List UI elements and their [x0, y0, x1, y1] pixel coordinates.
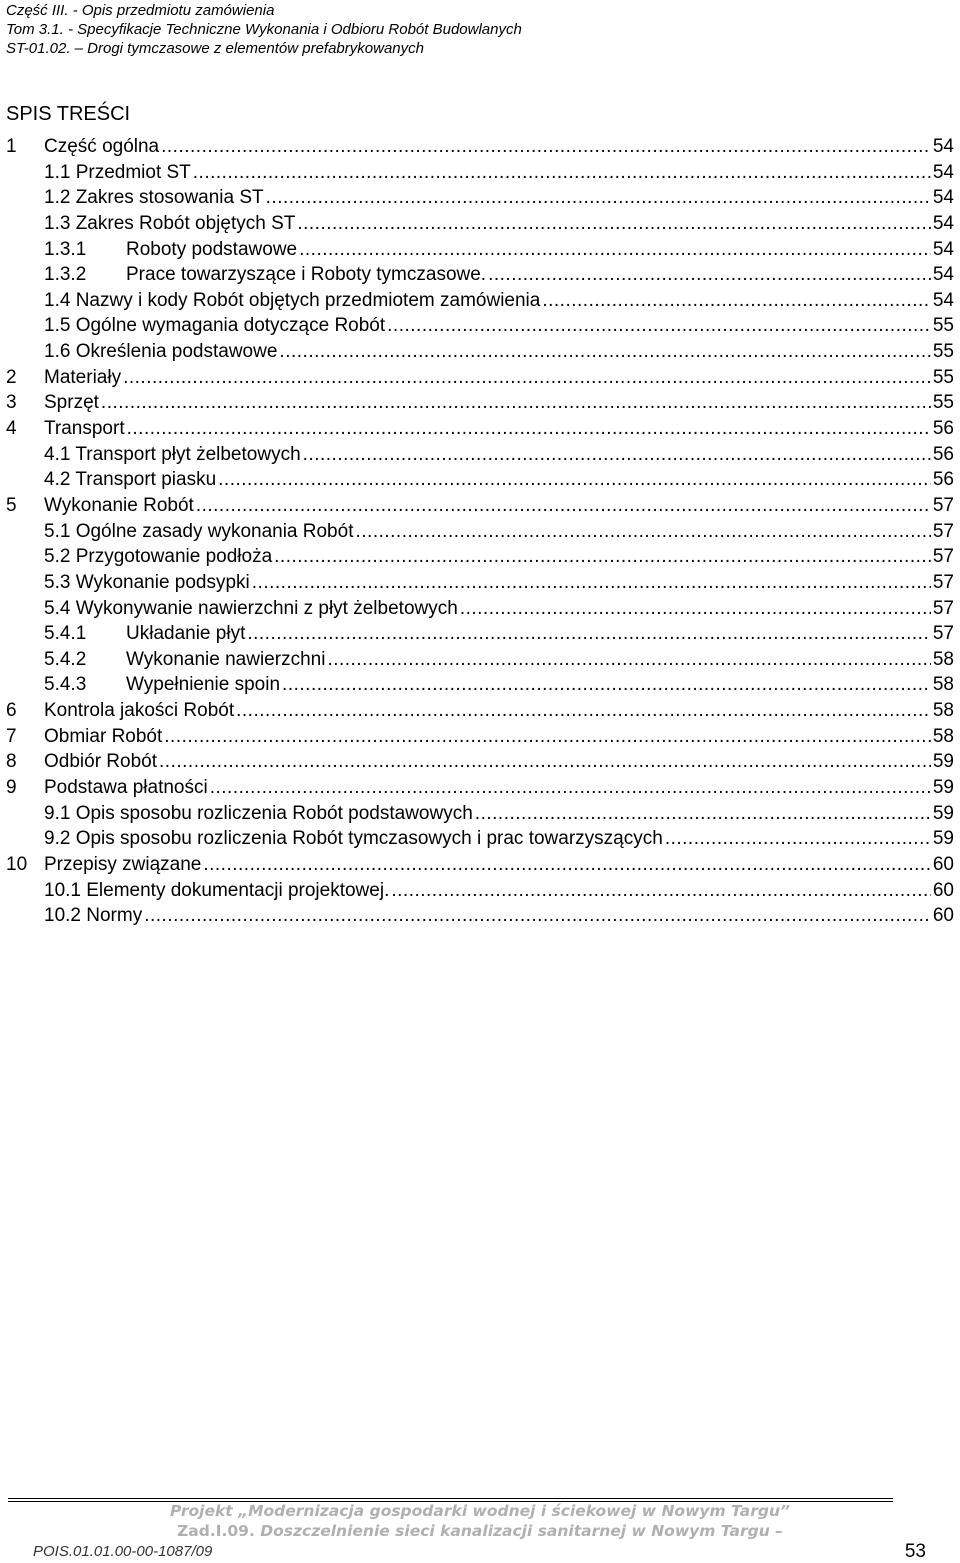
toc-entry-title: 1.1 Przedmiot ST	[44, 161, 191, 183]
toc-entry-page: 57	[932, 571, 954, 593]
toc-entry-page: 56	[932, 443, 954, 465]
toc-entry-title: 1.6 Określenia podstawowe	[44, 341, 278, 363]
footer-project-title: Projekt „Modernizacja gospodarki wodnej i ściekowej w Nowym Targu”	[169, 1502, 790, 1520]
toc-entry-title: 4.1 Transport płyt żelbetowych	[44, 443, 301, 465]
toc-entry-title: Wykonanie Robót	[44, 494, 194, 516]
page-number: 53	[904, 1541, 926, 1562]
toc-entry-page: 57	[932, 623, 954, 645]
toc-dot-leader	[355, 519, 930, 544]
toc-entry-number: 1	[6, 136, 17, 157]
toc-entry-number: 5	[6, 494, 17, 516]
toc-dot-leader	[488, 262, 931, 287]
toc-entry-title: 9.1 Opis sposobu rozliczenia Robót podstawowych	[44, 802, 473, 824]
toc-entry-title: Materiały	[44, 366, 122, 388]
toc-dot-leader	[297, 211, 931, 236]
toc-entry-title: 9.2 Opis sposobu rozliczenia Robót tymczasowych i prac towarzyszących	[44, 828, 663, 850]
toc-entry-page: 59	[932, 828, 954, 850]
toc-entry[interactable]	[6, 852, 954, 878]
header-part-line: Część III. - Opis przedmiotu zamówienia	[6, 2, 275, 19]
toc-entry[interactable]	[6, 390, 954, 416]
toc-entry-page: 59	[932, 751, 954, 773]
toc-entry-number: 3	[6, 392, 17, 414]
toc-entry-title: Wypełnienie spoin	[126, 674, 281, 696]
toc-dot-leader	[327, 647, 930, 672]
toc-entry-number: 2	[6, 366, 17, 388]
toc-entry[interactable]	[6, 596, 954, 622]
toc-entry[interactable]	[6, 878, 954, 904]
toc-entry-title: 1.4 Nazwy i kody Robót objętych przedmiotem zamówienia	[44, 289, 541, 311]
toc-entry[interactable]	[6, 698, 954, 724]
toc-dot-leader	[282, 672, 931, 697]
toc-dot-leader	[164, 724, 931, 749]
toc-entry-page: 54	[932, 238, 954, 260]
toc-dot-leader	[123, 365, 931, 390]
toc-entry-page: 57	[932, 597, 954, 619]
toc-entry-title: Wykonanie nawierzchni	[126, 648, 326, 670]
toc-entry-page: 60	[932, 905, 954, 927]
toc-entry[interactable]	[6, 416, 954, 442]
toc-entry-page: 60	[932, 853, 954, 875]
toc-entry-number: 5.4.1	[44, 623, 87, 645]
toc-entry-title: Przepisy związane	[44, 853, 202, 875]
header-volume-line: Tom 3.1. - Specyfikacje Techniczne Wykonania i Odbioru Robót Budowlanych	[6, 21, 522, 38]
toc-dot-leader	[144, 903, 931, 928]
toc-dot-leader	[252, 570, 931, 595]
footer-document-code: POIS.01.01.00-00-1087/09	[33, 1543, 213, 1560]
toc-entry-page: 54	[932, 187, 954, 209]
toc-dot-leader	[218, 467, 931, 492]
toc-entry-title: 5.3 Wykonanie podsypki	[44, 571, 250, 593]
toc-entry-page: 55	[932, 315, 954, 337]
toc-entry-number: 7	[6, 725, 17, 747]
toc-entry[interactable]	[6, 672, 954, 698]
toc-entry[interactable]	[6, 185, 954, 211]
toc-entry-number: 4	[6, 418, 17, 440]
toc-entry[interactable]	[6, 493, 954, 519]
toc-dot-leader	[391, 878, 931, 903]
toc-dot-leader	[101, 390, 931, 415]
footer-task-code: Zad.I.09.	[177, 1522, 255, 1540]
toc-entry[interactable]	[6, 903, 954, 929]
toc-entry-page: 56	[932, 469, 954, 491]
toc-entry[interactable]	[6, 826, 954, 852]
toc-dot-leader	[274, 544, 931, 569]
toc-entry[interactable]	[6, 519, 954, 545]
toc-entry-page: 54	[932, 264, 954, 286]
toc-entry-number: 1.3.2	[44, 264, 87, 286]
toc-dot-leader	[210, 775, 931, 800]
toc-dot-leader	[236, 698, 931, 723]
toc-dot-leader	[303, 442, 931, 467]
toc-entry-page: 55	[932, 341, 954, 363]
toc-entry-page: 54	[932, 289, 954, 311]
toc-dot-leader	[203, 852, 931, 877]
toc-entry[interactable]	[6, 775, 954, 801]
toc-entry-page: 54	[932, 136, 954, 157]
toc-entry-page: 55	[932, 392, 954, 414]
toc-dot-leader	[542, 288, 931, 313]
toc-entry[interactable]	[6, 237, 954, 263]
toc-entry-title: Obmiar Robót	[44, 725, 163, 747]
toc-entry-page: 58	[932, 700, 954, 722]
toc-entry[interactable]	[6, 749, 954, 775]
toc-entry-page: 57	[932, 546, 954, 568]
toc-entry-page: 58	[932, 648, 954, 670]
toc-entry-number: 8	[6, 751, 17, 773]
toc-entry-title: 1.5 Ogólne wymagania dotyczące Robót	[44, 315, 386, 337]
toc-title: SPIS TREŚCI	[6, 103, 131, 125]
toc-entry-page: 57	[932, 494, 954, 516]
toc-dot-leader	[387, 313, 931, 338]
toc-entry-title: Prace towarzyszące i Roboty tymczasowe.	[126, 264, 487, 286]
toc-entry-page: 54	[932, 161, 954, 183]
toc-entry-number: 5.4.2	[44, 648, 87, 670]
toc-entry-title: Układanie płyt	[126, 623, 246, 645]
toc-entry-page: 54	[932, 212, 954, 234]
toc-entry[interactable]	[6, 570, 954, 596]
toc-dot-leader	[266, 185, 931, 210]
footer-divider	[8, 1498, 893, 1499]
toc-entry-title: 5.1 Ogólne zasady wykonania Robót	[44, 520, 354, 542]
toc-entry[interactable]	[6, 621, 954, 647]
toc-dot-leader	[161, 134, 931, 159]
footer-task-text: Doszczelnienie sieci kanalizacji sanitarnej w Nowym Targu –	[254, 1522, 783, 1540]
toc-entry-title: Odbiór Robót	[44, 751, 158, 773]
toc-entry-page: 57	[932, 520, 954, 542]
toc-entry[interactable]	[6, 134, 954, 160]
toc-entry[interactable]	[6, 262, 954, 288]
toc-entry-page: 56	[932, 418, 954, 440]
toc-entry[interactable]	[6, 442, 954, 468]
document-header	[6, 1, 946, 58]
toc-dot-leader	[665, 826, 931, 851]
toc-entry-title: 5.4 Wykonywanie nawierzchni z płyt żelbetowych	[44, 597, 458, 619]
toc-entry-number: 6	[6, 700, 17, 722]
toc-dot-leader	[196, 493, 931, 518]
toc-entry-title: 1.3 Zakres Robót objętych ST	[44, 212, 296, 234]
toc-dot-leader	[247, 621, 931, 646]
toc-entry[interactable]	[6, 467, 954, 493]
toc-entry-title: 4.2 Transport piasku	[44, 469, 217, 491]
toc-entry-number: 10	[6, 853, 28, 875]
toc-entry-page: 55	[932, 366, 954, 388]
toc-entry[interactable]	[6, 313, 954, 339]
toc-entry-page: 58	[932, 725, 954, 747]
toc-entry-number: 5.4.3	[44, 674, 87, 696]
toc-dot-leader	[475, 801, 931, 826]
toc-entry-page: 59	[932, 802, 954, 824]
header-spec-line: ST-01.02. – Drogi tymczasowe z elementów prefabrykowanych	[6, 40, 424, 57]
toc-entry[interactable]	[6, 724, 954, 750]
toc-entry[interactable]	[6, 160, 954, 186]
toc-dot-leader	[279, 339, 930, 364]
toc-entry[interactable]	[6, 801, 954, 827]
footer-task-title	[0, 1522, 960, 1540]
toc-entry-title: 10.1 Elementy dokumentacji projektowej.	[44, 879, 390, 901]
toc-entry-title: Część ogólna	[44, 136, 160, 157]
toc-entry-number: 1.3.1	[44, 238, 87, 260]
toc-entry-page: 60	[932, 879, 954, 901]
toc-entry[interactable]	[6, 288, 954, 314]
toc-entry[interactable]	[6, 647, 954, 673]
toc-dot-leader	[159, 749, 931, 774]
toc-entry-title: 5.2 Przygotowanie podłoża	[44, 546, 273, 568]
toc-dot-leader	[127, 416, 931, 441]
table-of-contents	[6, 134, 954, 929]
toc-entry-title: Kontrola jakości Robót	[44, 700, 235, 722]
toc-entry-title: Roboty podstawowe	[126, 238, 298, 260]
toc-entry-page: 58	[932, 674, 954, 696]
toc-entry-title: Sprzęt	[44, 392, 99, 414]
toc-entry-number: 9	[6, 777, 17, 799]
toc-dot-leader	[460, 596, 931, 621]
toc-entry[interactable]	[6, 544, 954, 570]
toc-entry[interactable]	[6, 211, 954, 237]
toc-entry[interactable]	[6, 365, 954, 391]
toc-entry-title: 1.2 Zakres stosowania ST	[44, 187, 264, 209]
toc-dot-leader	[299, 237, 931, 262]
toc-entry-title: 10.2 Normy	[44, 905, 143, 927]
toc-entry-title: Transport	[44, 418, 125, 440]
toc-entry[interactable]	[6, 339, 954, 365]
toc-entry-title: Podstawa płatności	[44, 777, 208, 799]
toc-entry-page: 59	[932, 777, 954, 799]
toc-dot-leader	[193, 160, 931, 185]
